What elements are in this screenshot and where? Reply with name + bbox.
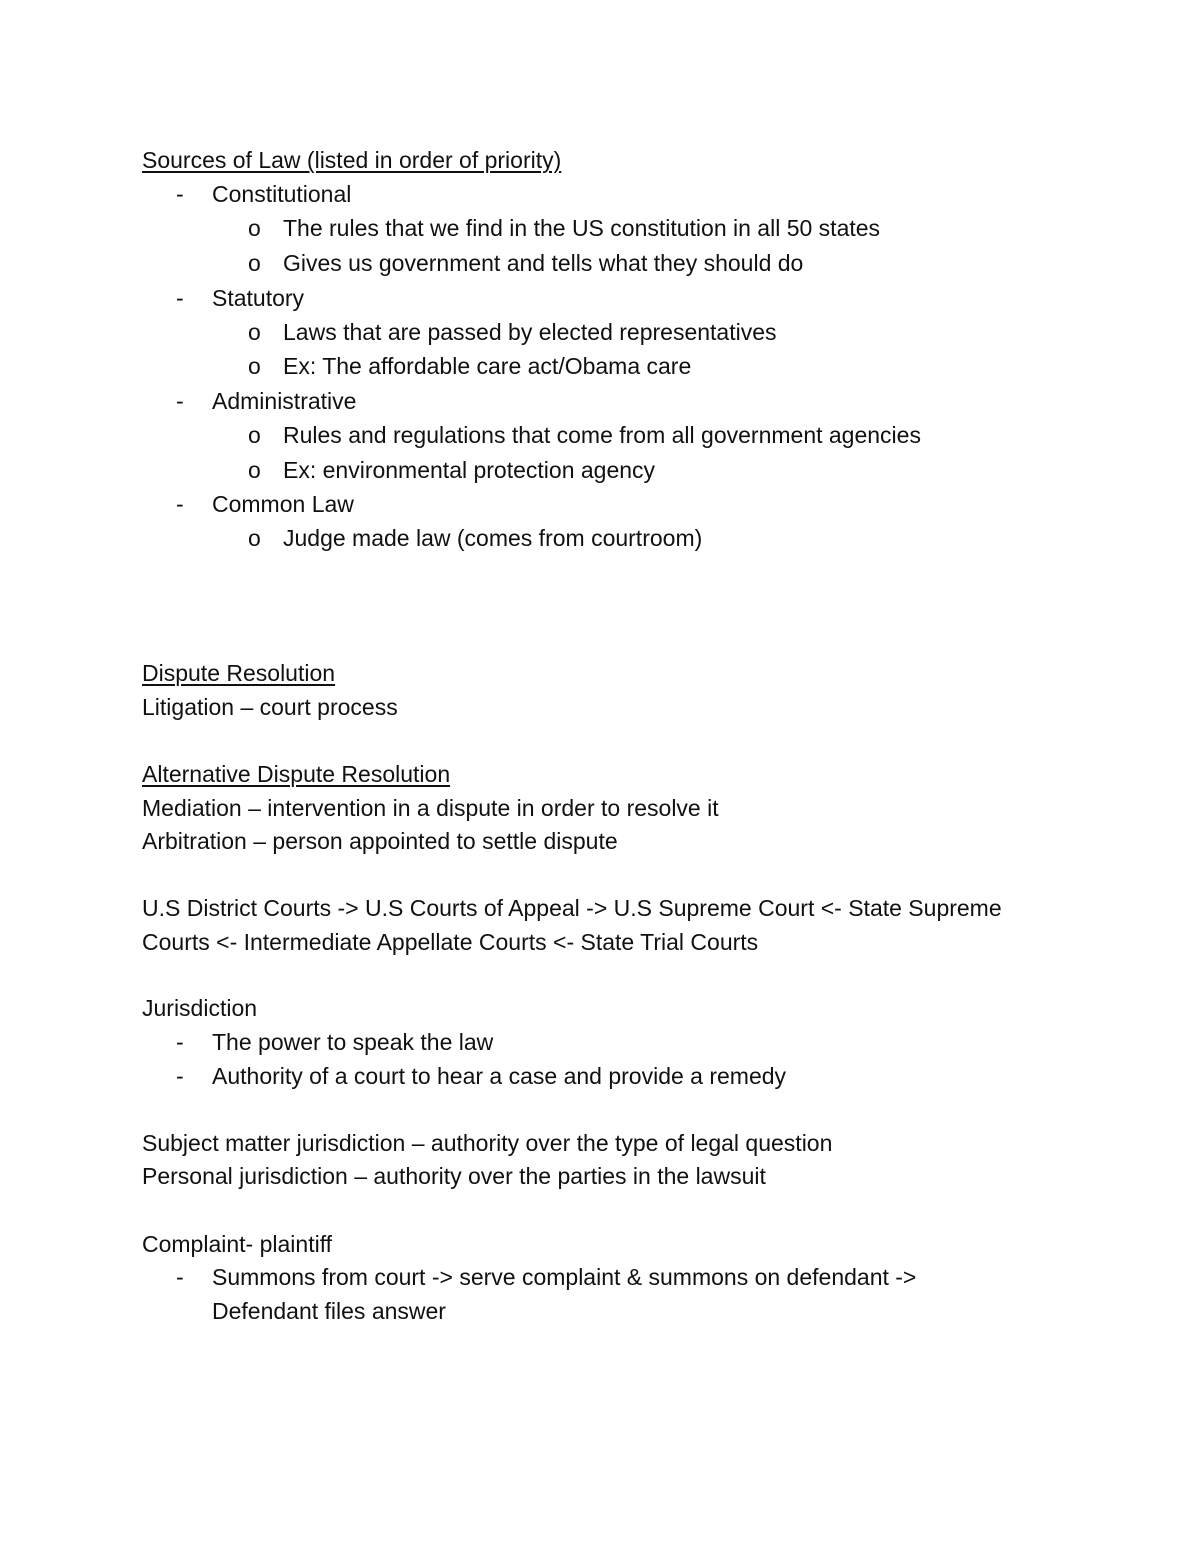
jurisdiction-heading: Jurisdiction: [142, 995, 258, 1021]
bullet-marker: o: [248, 215, 261, 241]
sub-list-item-text: The rules that we find in the US constitution in all 50 states: [283, 215, 881, 241]
list-item-label: Common Law: [212, 491, 354, 517]
bullet-marker: o: [248, 457, 261, 483]
sub-list-item-text: Ex: environmental protection agency: [283, 457, 656, 483]
sub-list-item-text: Laws that are passed by elected representatives: [283, 319, 777, 345]
adr-heading: Alternative Dispute Resolution: [142, 761, 451, 787]
bullet-marker: o: [248, 250, 261, 276]
list-item-label: The power to speak the law: [212, 1029, 494, 1055]
sub-list-item-text: Ex: The affordable care act/Obama care: [283, 353, 692, 379]
dash-marker: -: [176, 388, 184, 414]
sub-list-item-text: Gives us government and tells what they should do: [283, 250, 804, 276]
list-item-label: Statutory: [212, 285, 305, 311]
list-item-label: Authority of a court to hear a case and provide a remedy: [212, 1063, 787, 1089]
courts-line-1: U.S District Courts -> U.S Courts of Appeal -> U.S Supreme Court <- State Supreme: [142, 895, 1002, 921]
litigation-text: Litigation – court process: [142, 694, 398, 720]
sub-list-item-text: Rules and regulations that come from all government agencies: [283, 422, 921, 448]
dash-marker: -: [176, 1264, 184, 1290]
dash-marker: -: [176, 1029, 184, 1055]
subject-matter-text: Subject matter jurisdiction – authority over the type of legal question: [142, 1130, 833, 1156]
list-item-label: Defendant files answer: [212, 1298, 446, 1324]
mediation-text: Mediation – intervention in a dispute in order to resolve it: [142, 795, 719, 821]
personal-jurisdiction-text: Personal jurisdiction – authority over the parties in the lawsuit: [142, 1163, 766, 1189]
list-item-label: Constitutional: [212, 181, 352, 207]
list-item-label: Administrative: [212, 388, 357, 414]
courts-line-2: Courts <- Intermediate Appellate Courts <- State Trial Courts: [142, 929, 759, 955]
sources-heading: Sources of Law (listed in order of priority): [142, 147, 562, 173]
list-item-label: Summons from court -> serve complaint & summons on defendant ->: [212, 1264, 917, 1290]
arbitration-text: Arbitration – person appointed to settle dispute: [142, 828, 618, 854]
bullet-marker: o: [248, 422, 261, 448]
complaint-heading: Complaint- plaintiff: [142, 1231, 333, 1257]
dash-marker: -: [176, 285, 184, 311]
bullet-marker: o: [248, 353, 261, 379]
dash-marker: -: [176, 1063, 184, 1089]
sub-list-item-text: Judge made law (comes from courtroom): [283, 525, 703, 551]
dash-marker: -: [176, 491, 184, 517]
dispute-heading: Dispute Resolution: [142, 660, 336, 686]
bullet-marker: o: [248, 525, 261, 551]
bullet-marker: o: [248, 319, 261, 345]
dash-marker: -: [176, 181, 184, 207]
